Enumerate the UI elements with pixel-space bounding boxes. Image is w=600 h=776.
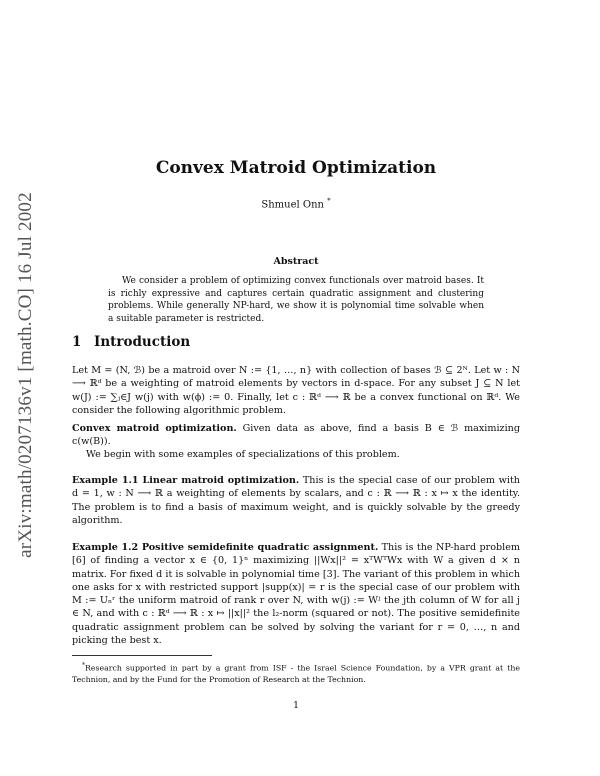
page-number: 1 [292, 700, 300, 711]
example-1 [72, 474, 520, 527]
section-number: 1 [72, 334, 82, 350]
example-1-text: This is the special case of our problem with d = 1, w : N ⟶ ℝ a weighting of elements by scalars, and c : ℝ ⟶ ℝ : x ↦ x the identity. The problem is to find a basis of maximum weight, and is quickly solvable by the greedy algorithm. [72, 475, 520, 526]
section-heading [72, 334, 190, 350]
arxiv-identifier-text: arXiv:math/0207136v1 [math.CO] 16 Jul 2002 [15, 192, 36, 558]
intro-paragraph: Let M = (N, ℬ) be a matroid over N := {1, …, n} with collection of bases ℬ ⊆ 2ᴺ. Let w : N ⟶ ℝᵈ be a weighting of matroid elements by vectors in d-space. For any subset J ⊆ N let w(J) := ∑ⱼ∈J w(j) with w(ϕ) := 0. Finally, let c : ℝᵈ ⟶ ℝ be a convex functional on ℝᵈ. We consider the following algorithmic problem. [72, 365, 520, 416]
example-2-text: This is the NP-hard problem [6] of finding a vector x ∈ {0, 1}ⁿ maximizing ||Wx||² = xᵀWᵀWx with W a given d × n matrix. For fixed d it is solvable in polynomial time [3]. The variant of this problem in which one asks for x with restricted support |supp(x)| = r is the special case of our problem with M := Uₙʳ the uniform matroid of rank r over N, with w(j) := Wʲ the jth column of W for all j ∈ N, and with c : ℝᵈ ⟶ ℝ : x ↦ ||x||² the l₂-norm (squared or not). The positive semidefinite quadratic assignment problem can be solved by solving the variant for r = 0, …, n and picking the best x. [72, 542, 520, 647]
section-title: Introduction [94, 334, 191, 350]
author-footnote-mark: * [327, 197, 331, 205]
footnote-mark: * [82, 662, 85, 669]
footnote [72, 660, 520, 686]
example-2-heading: Example 1.2 Positive semidefinite quadratic assignment. [72, 542, 379, 553]
author-name: Shmuel Onn [261, 199, 324, 211]
problem-statement [72, 422, 520, 449]
footnote-text: Research supported in part by a grant from ISF - the Israel Science Foundation, by a VPR grant at the Technion, and by the Fund for the Promotion of Research at the Technion. [72, 663, 520, 685]
author-line [72, 197, 520, 210]
examples-intro: We begin with some examples of specializations of this problem. [86, 449, 400, 460]
abstract-heading: Abstract [273, 256, 319, 267]
arxiv-identifier-stamp [8, 175, 44, 575]
example-1-heading: Example 1.1 Linear matroid optimization. [72, 475, 300, 486]
abstract-text: We consider a problem of optimizing convex functionals over matroid bases. It is richly expressive and captures certain quadratic assignment and clustering problems. While generally NP-hard, we show it is polynomial time solvable when a suitable parameter is restricted. [108, 276, 484, 324]
footnote-divider [72, 655, 212, 656]
problem-heading: Convex matroid optimization. [72, 423, 237, 434]
example-2 [72, 541, 520, 647]
problem-text: Given data as above, find a basis B ∈ ℬ maximizing c(w(B)). [72, 423, 520, 448]
paper-title: Convex Matroid Optimization [155, 158, 437, 178]
